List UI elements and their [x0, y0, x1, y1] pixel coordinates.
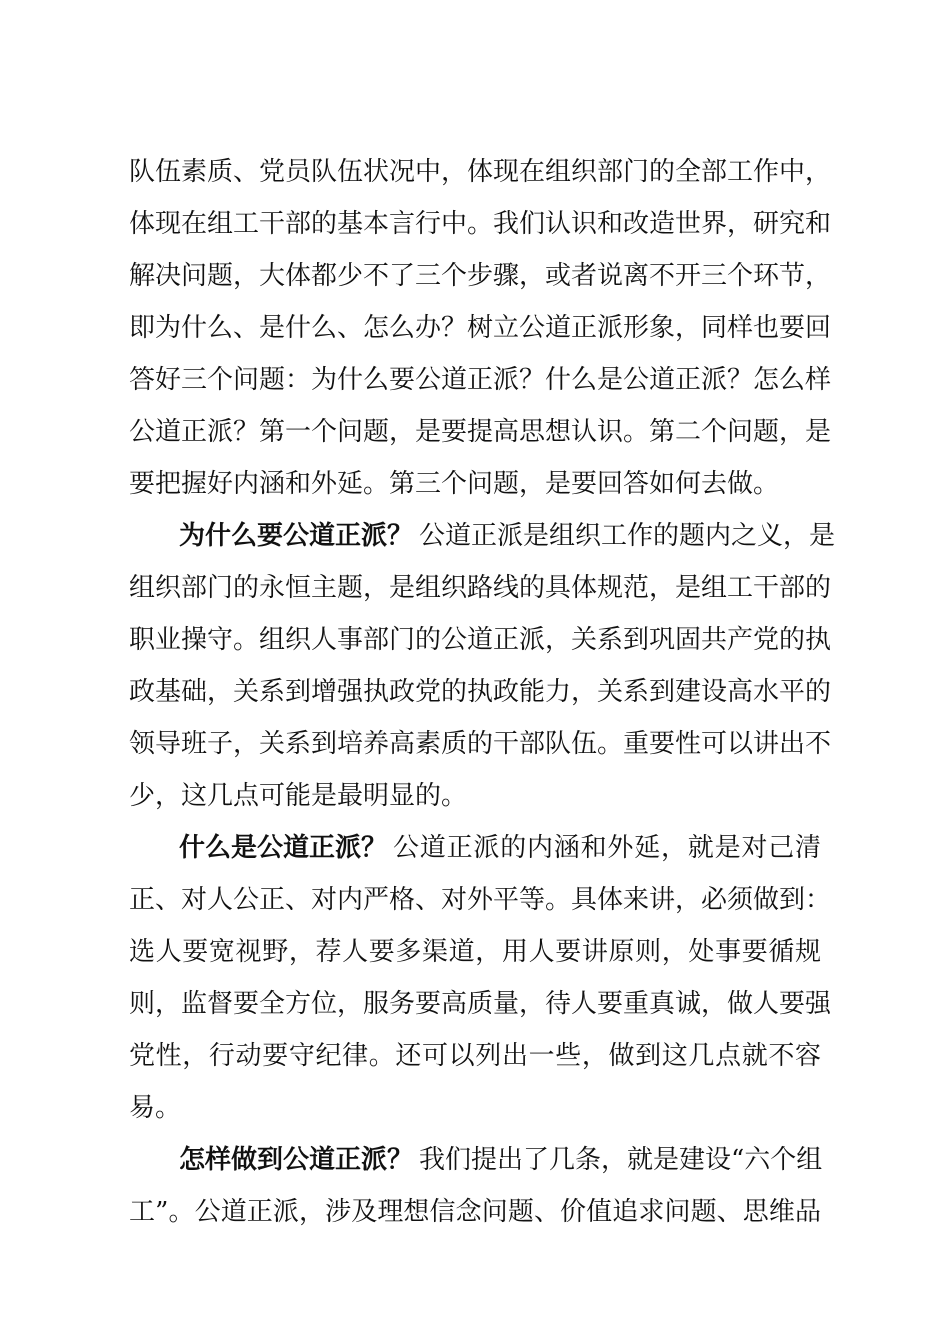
paragraph-2-line-4: 政基础，关系到增强执政党的执政能力，关系到建设高水平的 [129, 677, 832, 707]
paragraph-1-line-2: 体现在组工干部的基本言行中。我们认识和改造世界，研究和 [129, 209, 832, 239]
paragraph-3-line-4: 则，监督要全方位，服务要高质量，待人要重真诚，做人要强 [129, 989, 832, 1019]
paragraph-3-line-2: 正、对人公正、对内严格、对外平等。具体来讲，必须做到： [129, 885, 832, 915]
paragraph-1-line-1: 队伍素质、党员队伍状况中，体现在组织部门的全部工作中， [129, 157, 832, 187]
paragraph-1-line-5: 答好三个问题：为什么要公道正派？什么是公道正派？怎么样 [129, 365, 832, 395]
paragraph-2-heading: 为什么要公道正派？ [179, 521, 414, 551]
paragraph-1-line-4: 即为什么、是什么、怎么办？树立公道正派形象，同样也要回 [129, 313, 832, 343]
paragraph-3-line-5: 党性，行动要守纪律。还可以列出一些，做到这几点就不容 [129, 1041, 821, 1071]
paragraph-4-heading: 怎样做到公道正派？ [179, 1145, 414, 1175]
paragraph-3-line-6: 易。 [129, 1093, 182, 1123]
paragraph-2-line-1: 公道正派是组织工作的题内之义，是 [419, 521, 836, 551]
paragraph-3-heading: 什么是公道正派？ [179, 833, 388, 863]
paragraph-1-line-6: 公道正派？第一个问题，是要提高思想认识。第二个问题，是 [129, 417, 832, 447]
paragraph-1-line-7: 要把握好内涵和外延。第三个问题，是要回答如何去做。 [129, 469, 780, 499]
paragraph-3-line-1: 公道正派的内涵和外延，就是对己清 [393, 833, 821, 863]
paragraph-2-line-2: 组织部门的永恒主题，是组织路线的具体规范，是组工干部的 [129, 573, 832, 603]
paragraph-2-line-5: 领导班子，关系到培养高素质的干部队伍。重要性可以讲出不 [129, 729, 832, 759]
paragraph-1-line-3: 解决问题，大体都少不了三个步骤，或者说离不开三个环节， [129, 261, 832, 291]
paragraph-3-line-3: 选人要宽视野，荐人要多渠道，用人要讲原则，处事要循规 [129, 937, 821, 967]
paragraph-4-line-1: 我们提出了几条，就是建设“六个组 [419, 1145, 823, 1175]
paragraph-2-line-3: 职业操守。组织人事部门的公道正派，关系到巩固共产党的执 [129, 625, 832, 655]
paragraph-2-line-6: 少，这几点可能是最明显的。 [129, 781, 468, 811]
paragraph-4-line-2: 工”。公道正派，涉及理想信念问题、价值追求问题、思维品 [129, 1197, 821, 1227]
